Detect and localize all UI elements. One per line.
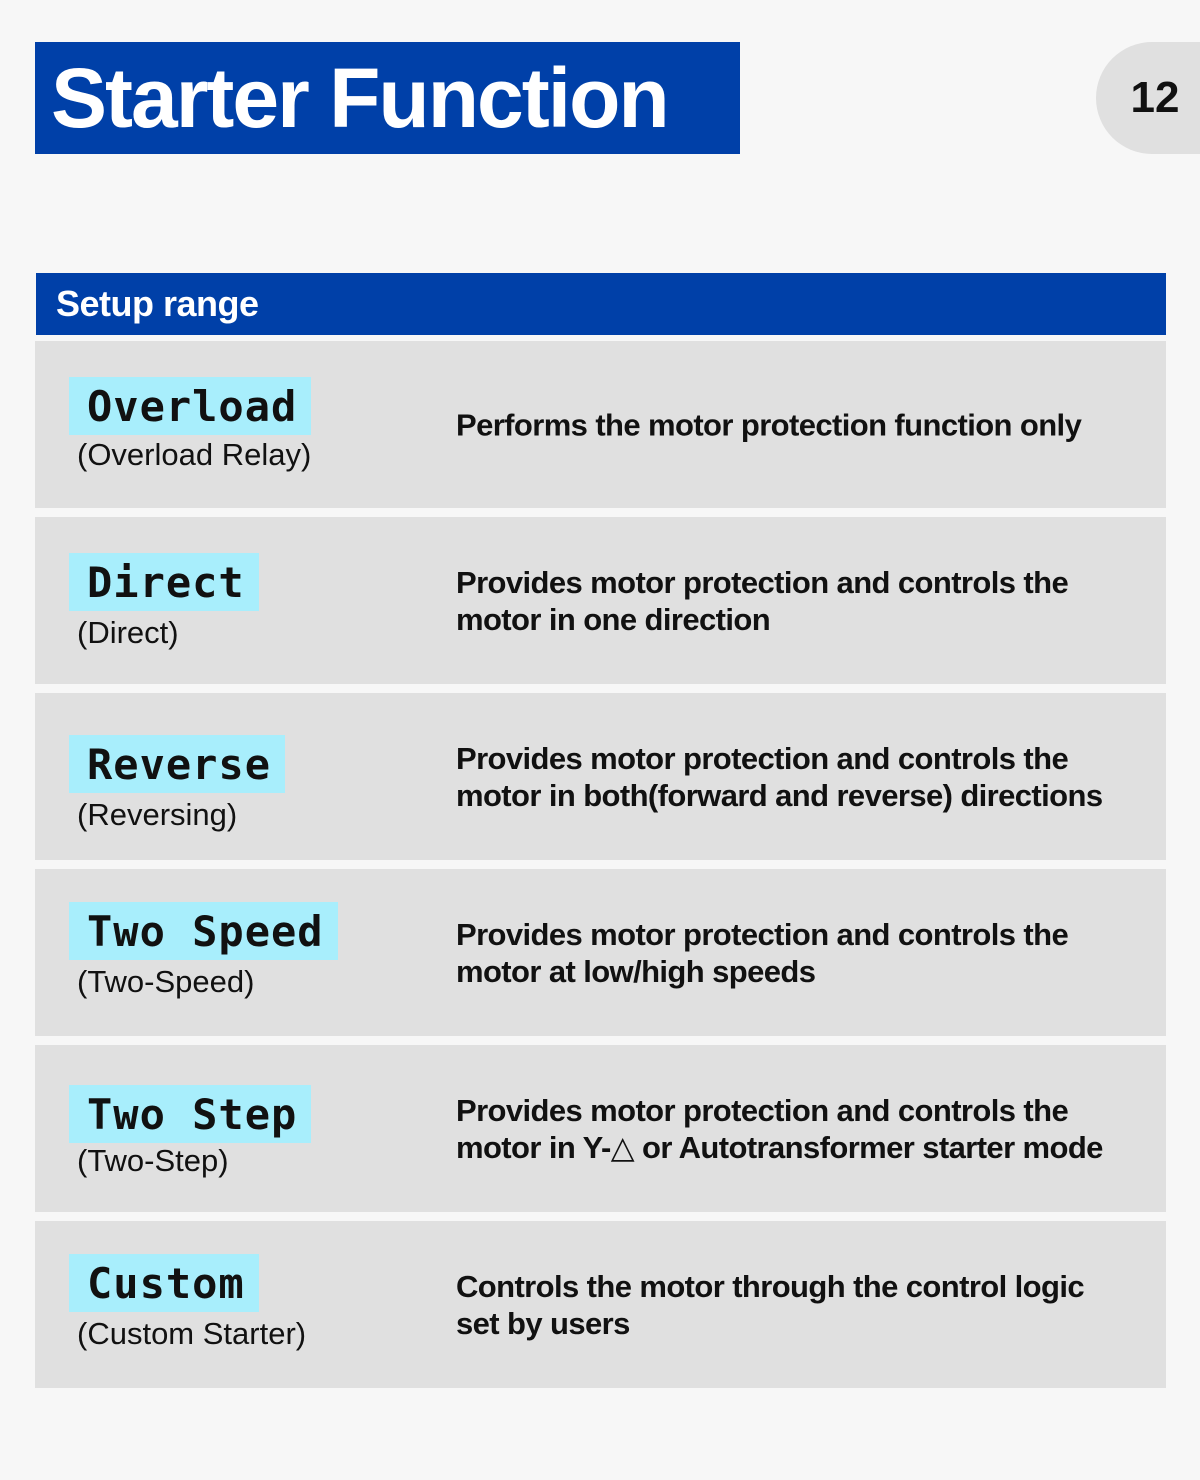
lcd-display	[69, 1254, 259, 1312]
lcd-display-text: Direct	[87, 557, 245, 607]
mode-description	[456, 406, 1156, 443]
page-title-banner	[35, 42, 740, 154]
description-line: motor in both(forward and reverse) directions	[456, 777, 1103, 813]
lcd-display	[69, 1085, 311, 1143]
description-line: Provides motor protection and controls the	[456, 564, 1069, 600]
mode-description	[456, 564, 1156, 638]
mode-label: (Direct)	[77, 615, 179, 650]
mode-description	[456, 916, 1156, 990]
lcd-display-text: Two Step	[87, 1089, 298, 1139]
lcd-display-text: Overload	[87, 381, 298, 431]
lcd-display	[69, 377, 311, 435]
mode-label: (Two-Speed)	[77, 964, 255, 999]
mode-description	[456, 1268, 1156, 1342]
setup-row-overload	[35, 341, 1166, 508]
description-line: Performs the motor protection function only	[456, 407, 1082, 442]
setup-row-two-speed	[35, 869, 1166, 1036]
description-line: Controls the motor through the control logic	[456, 1268, 1084, 1304]
setup-row-custom	[35, 1221, 1166, 1388]
description-line: Provides motor protection and controls the	[456, 740, 1069, 776]
mode-label: (Custom Starter)	[77, 1316, 307, 1351]
setup-range-list	[35, 341, 1166, 1397]
page-number: 12	[1130, 73, 1180, 122]
lcd-display	[69, 553, 259, 611]
page-number-badge	[1096, 42, 1200, 154]
mode-description	[456, 1092, 1156, 1166]
section-title: Setup range	[56, 283, 259, 324]
page-title: Starter Function	[51, 50, 668, 145]
lcd-display-text: Two Speed	[87, 906, 324, 956]
description-line: set by users	[456, 1305, 630, 1341]
description-line: motor in one direction	[456, 601, 771, 637]
setup-row-two-step	[35, 1045, 1166, 1212]
lcd-display	[69, 735, 285, 793]
mode-description	[456, 740, 1156, 814]
section-header	[36, 273, 1166, 335]
lcd-display-text: Custom	[87, 1258, 245, 1308]
description-line: motor in Y-△ or Autotransformer starter mode	[456, 1129, 1103, 1165]
mode-label: (Two-Step)	[77, 1143, 229, 1178]
lcd-display	[69, 902, 338, 960]
setup-row-direct	[35, 517, 1166, 684]
mode-label: (Reversing)	[77, 797, 238, 832]
setup-row-reverse	[35, 693, 1166, 860]
lcd-display-text: Reverse	[87, 739, 272, 789]
description-line: Provides motor protection and controls the	[456, 916, 1069, 952]
mode-label: (Overload Relay)	[77, 437, 312, 472]
description-line: Provides motor protection and controls the	[456, 1092, 1069, 1128]
description-line: motor at low/high speeds	[456, 953, 816, 989]
